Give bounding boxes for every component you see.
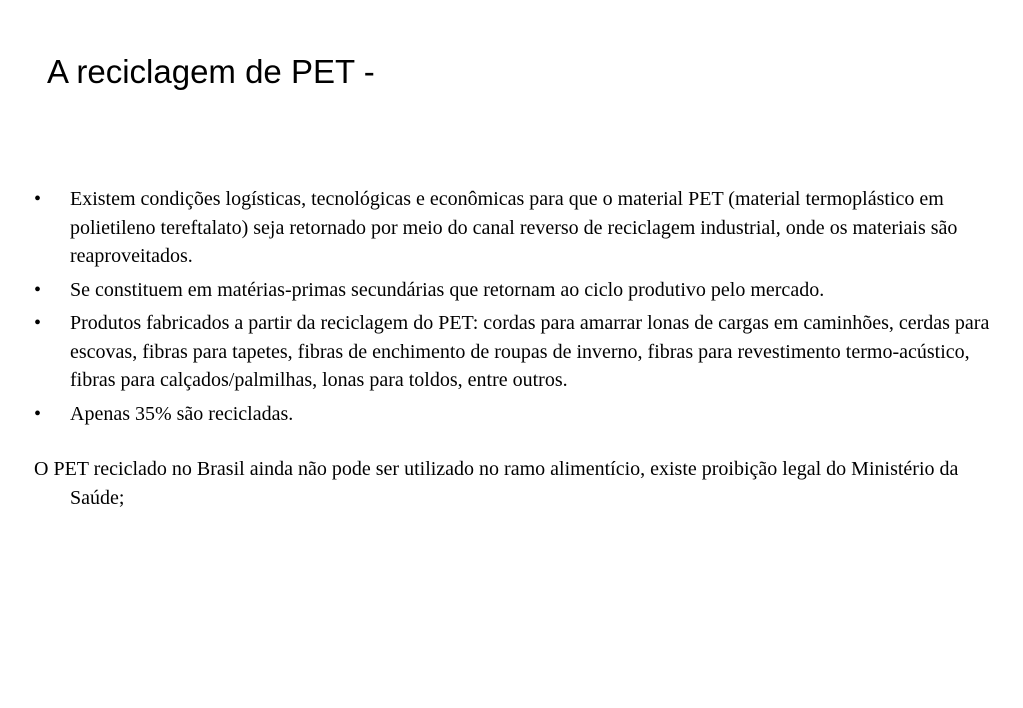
bullet-text: Apenas 35% são recicladas. <box>70 402 294 425</box>
closing-note: O PET reciclado no Brasil ainda não pode ser utilizado no ramo alimentício, existe proibição legal do Ministério da Saúde; <box>34 458 959 509</box>
bullet-icon: • <box>34 312 42 334</box>
bullet-icon: • <box>34 402 42 425</box>
slide-content <box>34 185 994 512</box>
bullet-item <box>34 185 994 271</box>
bullet-list <box>34 185 994 428</box>
bullet-text: Produtos fabricados a partir da reciclagem do PET: cordas para amarrar lonas de cargas em caminhões, cerdas para escovas, fibras para tapetes, fibras de enchimento de roupas de inverno, fibras para revestimento termo-acústico, fibras para calçados/palmilhas, lonas para toldos, entre outros. <box>70 312 990 391</box>
slide-title: A reciclagem de PET - <box>47 53 375 90</box>
bullet-icon: • <box>34 188 42 210</box>
bullet-item <box>34 276 994 305</box>
bullet-text: Se constituem em matérias-primas secundárias que retornam ao ciclo produtivo pelo mercado. <box>70 278 825 301</box>
bullet-item <box>34 400 994 429</box>
bullet-text: Existem condições logísticas, tecnológicas e econômicas para que o material PET (material termoplástico em polietileno tereftalato) seja retornado por meio do canal reverso de reciclagem industrial, onde os materiais são reaproveitados. <box>70 188 958 267</box>
bullet-icon: • <box>34 278 42 301</box>
bullet-item <box>34 309 994 395</box>
